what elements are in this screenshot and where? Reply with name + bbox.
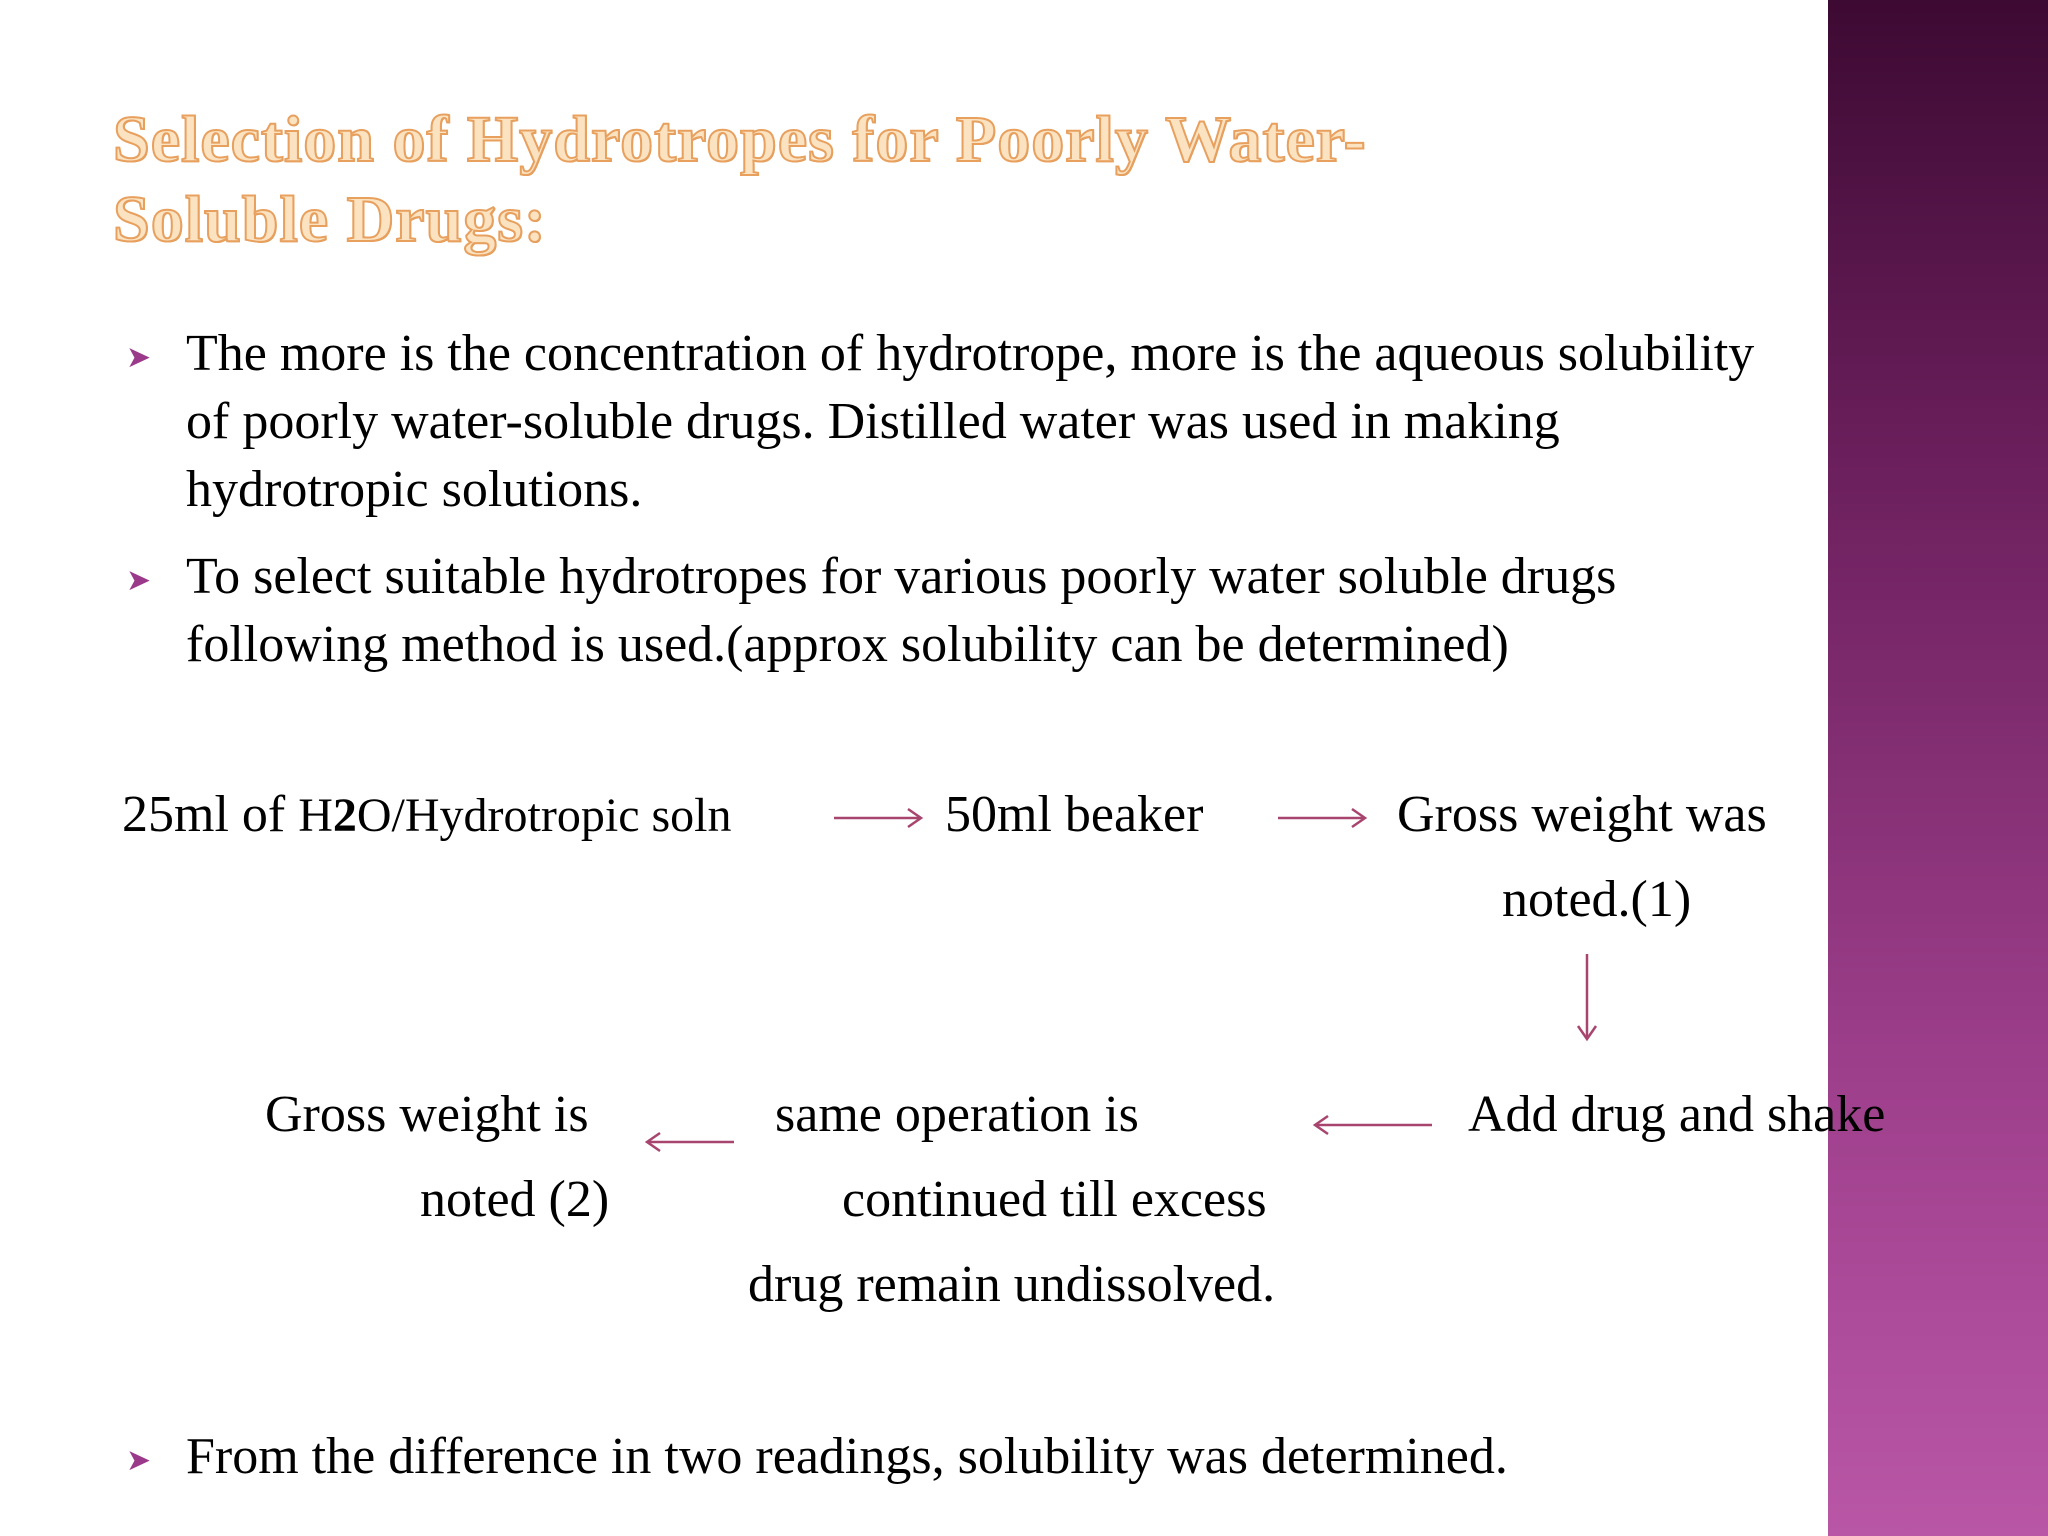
flow-step-2: 50ml beaker — [945, 786, 1204, 843]
flow-step-3-line-1: Gross weight was — [1397, 786, 1767, 843]
down-arrow-icon — [1575, 952, 1599, 1042]
bullet-arrow-icon: ➤ — [126, 341, 152, 374]
bullet-1-line-2: of poorly water-soluble drugs. Distilled water was used in making — [186, 393, 1560, 450]
flow-step-1-subscript: 2 — [332, 789, 357, 842]
flow-step-3-line-2: noted.(1) — [1502, 871, 1692, 928]
right-arrow-icon — [1276, 806, 1368, 830]
right-arrow-icon — [832, 806, 924, 830]
title-line-1: Selection of Hydrotropes for Poorly Water- — [113, 103, 1367, 176]
bullet-arrow-icon: ➤ — [126, 1444, 152, 1477]
bullet-1 — [126, 320, 1926, 524]
bullet-1-line-3: hydrotropic solutions. — [186, 461, 643, 518]
bullet-3 — [126, 1423, 1926, 1491]
slide-title — [113, 100, 2013, 260]
left-arrow-icon — [1312, 1113, 1434, 1137]
flow-step-5-line-3: drug remain undissolved. — [748, 1256, 1276, 1313]
flow-step-6-line-2: noted (2) — [420, 1171, 610, 1228]
flow-step-5-line-1: same operation is — [775, 1086, 1139, 1143]
bullet-arrow-icon: ➤ — [126, 564, 152, 597]
flow-step-1-h: H — [298, 789, 333, 842]
bullet-1-line-1: The more is the concentration of hydrotrope, more is the aqueous solubility — [186, 325, 1755, 382]
left-arrow-icon — [644, 1130, 736, 1154]
conclusion-text: From the difference in two readings, solubility was determined. — [186, 1428, 1508, 1485]
flow-step-4: Add drug and shake — [1468, 1086, 1886, 1143]
bullet-2-line-2: following method is used.(approx solubility can be determined) — [186, 616, 1509, 673]
bullet-2-line-1: To select suitable hydrotropes for various poorly water soluble drugs — [186, 548, 1617, 605]
flow-step-1-prefix: 25ml of — [122, 786, 299, 843]
flow-step-1-suffix: O/Hydrotropic soln — [356, 789, 732, 842]
flow-step-1 — [122, 785, 732, 846]
flow-step-5-line-2: continued till excess — [842, 1171, 1267, 1228]
bullet-2 — [126, 543, 1926, 679]
title-line-2: Soluble Drugs: — [113, 183, 547, 256]
flow-step-6-line-1: Gross weight is — [265, 1086, 589, 1143]
